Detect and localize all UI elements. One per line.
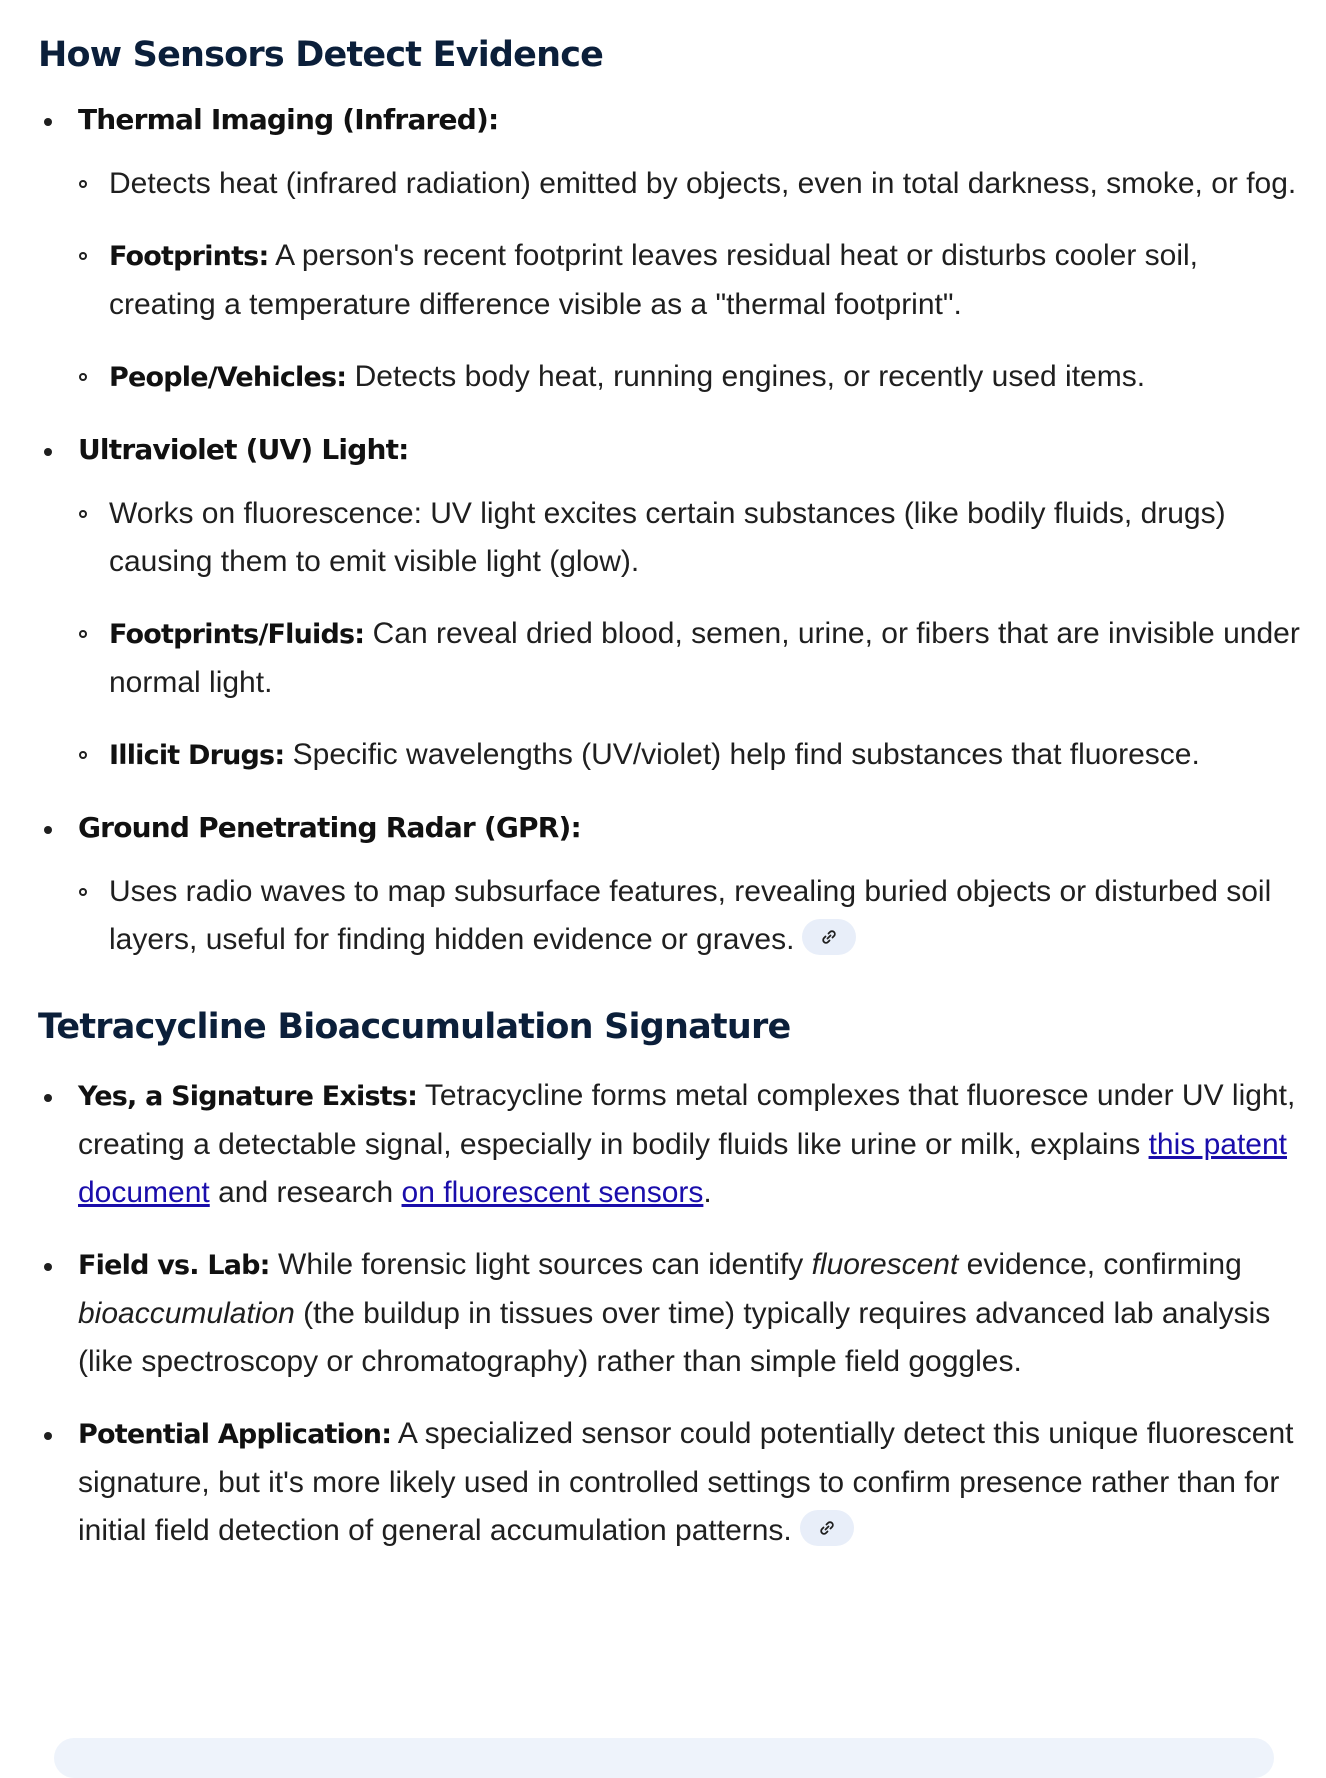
section-heading-sensors: How Sensors Detect Evidence: [38, 35, 604, 75]
list-item-uv: [38, 426, 1308, 780]
item-label: Field vs. Lab:: [78, 1250, 270, 1281]
sublist-thermal: [78, 160, 1308, 402]
item-label: Potential Application:: [78, 1419, 392, 1450]
sub-item-text: Uses radio waves to map subsurface features, revealing buried objects or disturbed soil layers, useful for finding hidden evidence or graves.: [109, 875, 1272, 956]
item-text: evidence, confirming: [958, 1248, 1242, 1281]
sub-item: [78, 731, 1308, 780]
sub-item-label: Footprints:: [109, 241, 269, 272]
sub-item-text: Specific wavelengths (UV/violet) help find substances that fluoresce.: [284, 738, 1200, 771]
list-item-gpr: [38, 804, 1308, 964]
item-text: Tetracycline forms metal complexes that fluoresce under UV light, creating a detectable signal, especially in bodily fluids like urine or milk, explains: [78, 1079, 1296, 1161]
item-text: A specialized sensor could potentially detect this unique fluorescent signature, but it's more likely used in controlled settings to confirm presence rather than for initial field detection of general accumulation patterns.: [78, 1417, 1294, 1547]
category-title: Thermal Imaging (Infrared):: [78, 103, 499, 136]
source-link-chip[interactable]: [800, 1510, 854, 1546]
sub-item-text: Works on fluorescence: UV light excites certain substances (like bodily fluids, drugs) causing them to emit visible light (glow).: [109, 497, 1226, 578]
sub-item-label: Footprints/Fluids:: [109, 619, 365, 650]
item-emphasis: bioaccumulation: [78, 1297, 295, 1330]
item-text: .: [703, 1176, 712, 1209]
item-text: (the buildup in tissues over time) typically requires advanced lab analysis (like spectroscopy or chromatography) rather than simple field goggles.: [78, 1297, 1271, 1378]
list-item-thermal: [38, 96, 1308, 402]
fluorescent-sensors-link[interactable]: on fluorescent sensors: [401, 1176, 704, 1209]
sensor-list: [38, 96, 1308, 964]
item-text: While forensic light sources can identify: [269, 1248, 812, 1281]
sub-item-text: Detects body heat, running engines, or recently used items.: [346, 360, 1146, 393]
source-link-chip[interactable]: [802, 919, 856, 955]
sublist-gpr: [78, 868, 1308, 964]
link-icon: [817, 1518, 837, 1538]
list-item-potential-application: [38, 1410, 1308, 1555]
patent-document-link[interactable]: this patent document: [78, 1128, 1287, 1209]
sub-item-text: Can reveal dried blood, semen, urine, or fibers that are invisible under normal light.: [109, 617, 1300, 699]
section-heading-tetracycline: Tetracycline Bioaccumulation Signature: [38, 1007, 791, 1047]
item-emphasis: fluorescent: [811, 1248, 959, 1281]
sublist-uv: [78, 490, 1308, 780]
sub-item: [78, 232, 1308, 329]
category-title: Ground Penetrating Radar (GPR):: [78, 811, 581, 844]
signature-list: [38, 1072, 1308, 1555]
sub-item-label: Illicit Drugs:: [109, 740, 285, 771]
list-item-signature: [38, 1072, 1308, 1217]
response-content: [38, 30, 1308, 1579]
sub-item-text: Detects heat (infrared radiation) emitted by objects, even in total darkness, smoke, or fog.: [109, 167, 1297, 200]
bottom-panel-edge: [54, 1738, 1274, 1778]
sub-item: [78, 160, 1308, 208]
sub-item-text: A person's recent footprint leaves residual heat or disturbs cooler soil, creating a temperature difference visible as a "thermal footprint".: [109, 239, 1199, 321]
link-icon: [819, 927, 839, 947]
item-text: and research: [209, 1176, 402, 1209]
sub-item: [78, 610, 1308, 707]
sub-item: [78, 868, 1308, 964]
sub-item: [78, 353, 1308, 402]
sub-item: [78, 490, 1308, 586]
list-item-field-vs-lab: [38, 1241, 1308, 1386]
item-label: Yes, a Signature Exists:: [78, 1081, 418, 1112]
category-title: Ultraviolet (UV) Light:: [78, 433, 409, 466]
sub-item-label: People/Vehicles:: [109, 362, 347, 393]
